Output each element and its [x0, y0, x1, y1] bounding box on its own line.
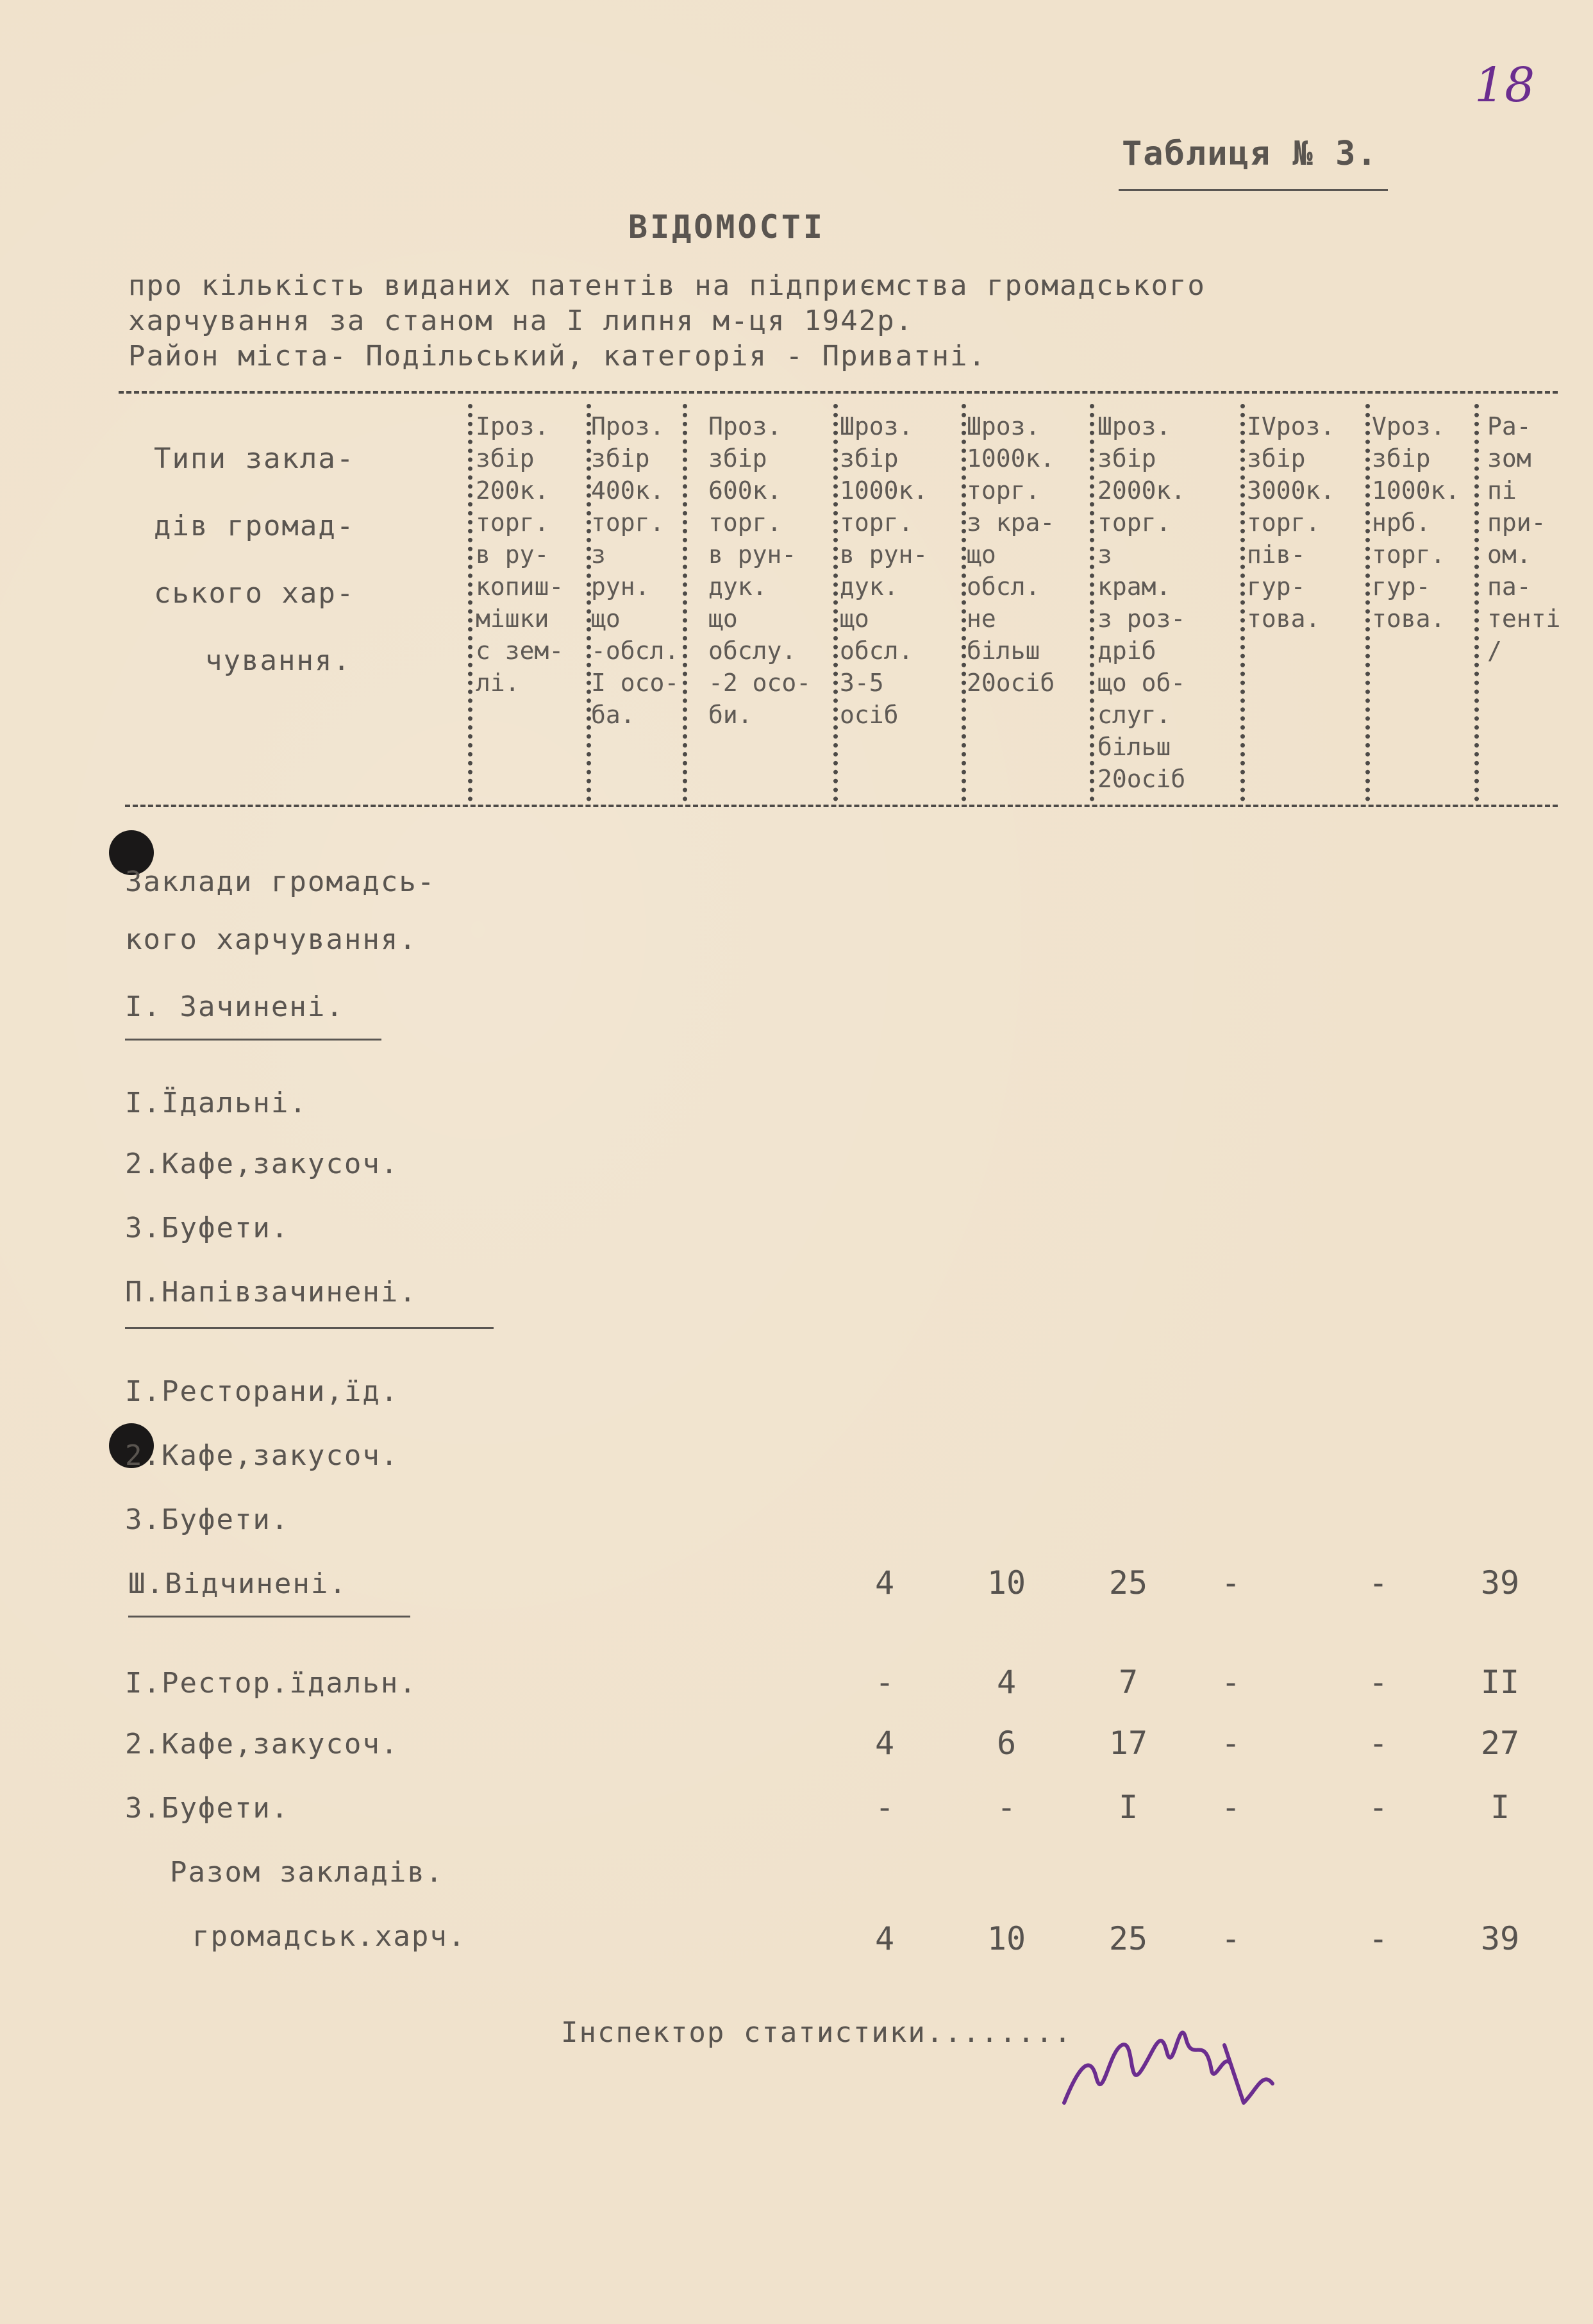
row-label: Разом закладів.: [170, 1856, 444, 1889]
header-bottom-rule: [125, 805, 1558, 807]
header-top-rule: [119, 391, 1558, 394]
table-cell-value: -: [1368, 1725, 1389, 1762]
row-label: 2.Кафе,закусоч.: [125, 1439, 399, 1472]
column-header-6: Шроз. збір 2000к. торг. з крам. з роз- дріб що об- слуг. більш 20осіб: [1097, 412, 1186, 793]
table-cell-value: 17: [1108, 1725, 1148, 1762]
subtitle-line-2: харчування за станом на I липня м-ця 1942р.: [128, 305, 914, 337]
column-separator: [587, 404, 591, 801]
column-header-4: Шроз. збір 1000к. торг. в рун- дук. що обсл. 3-5 осіб: [840, 412, 928, 729]
table-cell-value: 25: [1108, 1564, 1148, 1601]
column-separator: [1474, 404, 1479, 801]
row-label: I.Ресторани,їд.: [125, 1375, 399, 1408]
table-cell-value: 25: [1108, 1920, 1148, 1957]
table-cell-value: -: [874, 1789, 895, 1826]
table-cell-value: 27: [1480, 1725, 1520, 1762]
table-cell-value: 7: [1118, 1664, 1138, 1701]
table-cell-value: II: [1480, 1664, 1520, 1701]
table-cell-value: -: [1221, 1789, 1241, 1826]
table-label-underline: [1119, 189, 1388, 191]
row-label: Ш.Відчинені.: [128, 1567, 347, 1600]
column-header-7: IVроз. збір 3000к. торг. пів- гур- това.: [1247, 412, 1335, 633]
document-title: ВІДОМОСТІ: [628, 208, 825, 246]
table-cell-value: -: [1368, 1564, 1389, 1601]
column-header-1: Iроз. збір 200к. торг. в ру- копиш- мішки с зем- лі.: [476, 412, 564, 697]
signature-mark: [1051, 1975, 1282, 2122]
column-separator: [833, 404, 838, 801]
footer-inspector: Інспектор статистики........: [561, 2016, 1072, 2049]
table-cell-value: 39: [1480, 1564, 1520, 1601]
section-underline: [125, 1327, 494, 1329]
column-separator: [683, 404, 687, 801]
row-label: громадськ.харч.: [192, 1920, 467, 1953]
section-underline: [128, 1616, 410, 1618]
column-header-2: Проз. збір 400к. торг. з рун. що -обсл. I осо- ба.: [591, 412, 680, 729]
table-cell-value: -: [874, 1664, 895, 1701]
table-cell-value: 4: [996, 1664, 1017, 1701]
table-cell-value: -: [1368, 1789, 1389, 1826]
column-separator: [1240, 404, 1245, 801]
section-underline: [125, 1039, 381, 1041]
column-separator: [962, 404, 966, 801]
table-cell-value: 10: [987, 1564, 1026, 1601]
row-label: 3.Буфети.: [125, 1212, 290, 1244]
table-cell-value: 6: [996, 1725, 1017, 1762]
column-header-9: Ра- зом пі при- ом. па- тенті /: [1487, 412, 1561, 665]
table-cell-value: -: [996, 1789, 1017, 1826]
row-label: П.Напівзачинені.: [125, 1276, 417, 1308]
first-col-header-line-4: чування.: [205, 644, 351, 677]
table-cell-value: 4: [874, 1920, 895, 1957]
table-label: Таблиця № 3.: [1122, 135, 1378, 173]
table-cell-value: I: [1118, 1789, 1138, 1826]
column-header-3: Проз. збір 600к. торг. в рун- дук. що обслу. -2 осо- би.: [708, 412, 812, 729]
column-header-5: Шроз. 1000к. торг. з кра- що обсл. не більш 20осіб: [967, 412, 1055, 697]
row-label: 2.Кафе,закусоч.: [125, 1728, 399, 1760]
first-col-header-line-3: ського хар-: [154, 577, 355, 610]
table-cell-value: 4: [874, 1725, 895, 1762]
row-label: I. Зачинені.: [125, 991, 344, 1023]
table-cell-value: I: [1490, 1789, 1510, 1826]
table-cell-value: -: [1221, 1564, 1241, 1601]
table-cell-value: 39: [1480, 1920, 1520, 1957]
first-col-header-line-2: дів громад-: [154, 510, 355, 542]
row-label: I.Рестор.їдальн.: [125, 1667, 417, 1700]
row-label: кого харчування.: [125, 923, 417, 956]
subtitle-line-1: про кількість виданих патентів на підприємства громадського: [128, 269, 1206, 302]
row-label: I.Їдальні.: [125, 1087, 308, 1119]
table-cell-value: -: [1221, 1725, 1241, 1762]
column-header-8: Vроз. збір 1000к. нрб. торг. гур- това.: [1372, 412, 1460, 633]
page-number: 18: [1474, 58, 1535, 113]
column-separator: [1090, 404, 1094, 801]
column-separator: [1365, 404, 1370, 801]
table-cell-value: -: [1368, 1920, 1389, 1957]
row-label: 3.Буфети.: [125, 1792, 290, 1825]
row-label: Заклади громадсь-: [125, 865, 436, 898]
row-label: 2.Кафе,закусоч.: [125, 1148, 399, 1180]
subtitle-line-3: Район міста- Подільський, категорія - Приватні.: [128, 340, 987, 372]
table-cell-value: -: [1368, 1664, 1389, 1701]
column-separator: [468, 404, 472, 801]
table-cell-value: 10: [987, 1920, 1026, 1957]
first-col-header-line-1: Типи закла-: [154, 442, 355, 475]
table-cell-value: -: [1221, 1920, 1241, 1957]
table-cell-value: -: [1221, 1664, 1241, 1701]
table-cell-value: 4: [874, 1564, 895, 1601]
row-label: 3.Буфети.: [125, 1503, 290, 1536]
